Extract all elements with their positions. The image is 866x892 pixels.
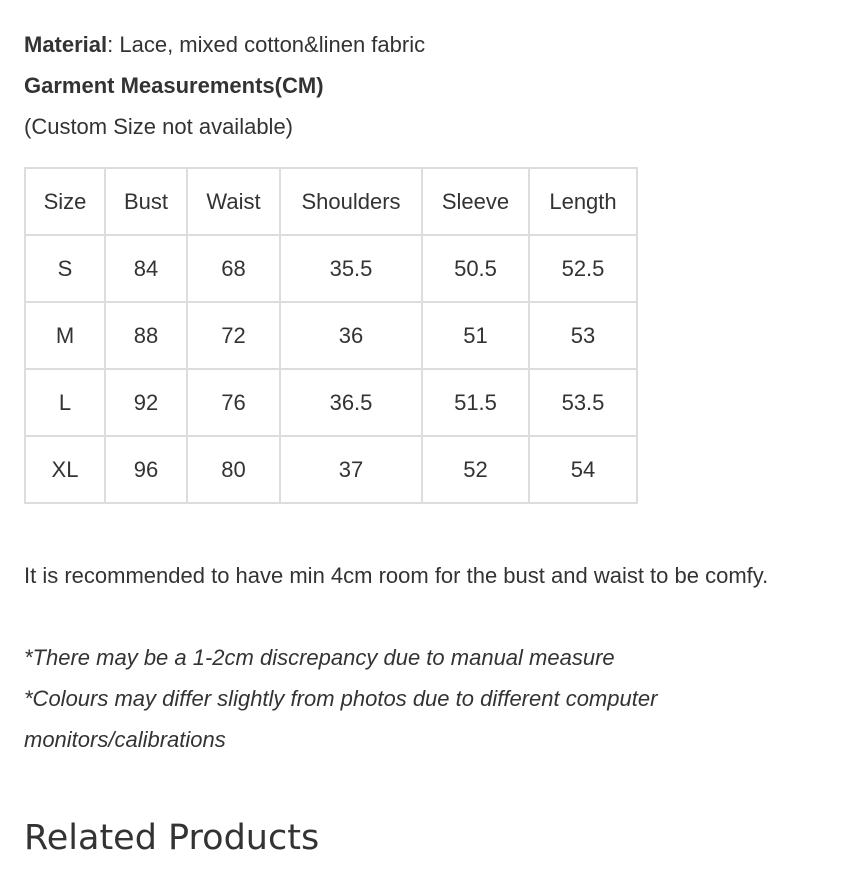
table-row: [25, 302, 637, 369]
measure-discrepancy-note: *There may be a 1-2cm discrepancy due to manual measure: [24, 645, 615, 670]
table-cell: L: [25, 369, 105, 436]
table-cell: 37: [280, 436, 422, 503]
table-cell: 84: [105, 235, 187, 302]
table-row: [25, 235, 637, 302]
table-cell: 53: [529, 302, 637, 369]
fit-recommendation: It is recommended to have min 4cm room for the bust and waist to be comfy.: [24, 563, 769, 588]
custom-size-note: (Custom Size not available): [24, 114, 294, 139]
table-cell: 72: [187, 302, 280, 369]
header-waist: Waist: [187, 168, 280, 235]
table-cell: 80: [187, 436, 280, 503]
colour-difference-note: *Colours may differ slightly from photos due to different computer monitors/calibrations: [24, 686, 658, 752]
table-cell: 52.5: [529, 235, 637, 302]
table-cell: 50.5: [422, 235, 529, 302]
product-description: [24, 24, 854, 504]
table-cell: 35.5: [280, 235, 422, 302]
table-cell: 76: [187, 369, 280, 436]
table-header-row: [25, 168, 637, 235]
table-cell: 53.5: [529, 369, 637, 436]
table-row: [25, 436, 637, 503]
table-cell: 68: [187, 235, 280, 302]
table-cell: M: [25, 302, 105, 369]
header-bust: Bust: [105, 168, 187, 235]
table-cell: 88: [105, 302, 187, 369]
material-line: [24, 24, 854, 65]
material-value: : Lace, mixed cotton&linen fabric: [107, 32, 426, 57]
size-chart-table: [24, 167, 638, 504]
table-cell: 51.5: [422, 369, 529, 436]
measurements-heading: [24, 65, 854, 106]
table-cell: 36.5: [280, 369, 422, 436]
table-cell: 92: [105, 369, 187, 436]
table-cell: XL: [25, 436, 105, 503]
header-sleeve: Sleeve: [422, 168, 529, 235]
table-cell: 54: [529, 436, 637, 503]
header-length: Length: [529, 168, 637, 235]
material-label: Material: [24, 32, 108, 57]
table-cell: 51: [422, 302, 529, 369]
disclaimer-notes: [24, 637, 824, 760]
table-cell: 96: [105, 436, 187, 503]
table-cell: S: [25, 235, 105, 302]
table-row: [25, 369, 637, 436]
header-shoulders: Shoulders: [280, 168, 422, 235]
table-cell: 52: [422, 436, 529, 503]
related-products-heading: Related Products: [24, 818, 320, 858]
measurements-heading-text: Garment Measurements(CM): [24, 73, 324, 98]
table-cell: 36: [280, 302, 422, 369]
header-size: Size: [25, 168, 105, 235]
